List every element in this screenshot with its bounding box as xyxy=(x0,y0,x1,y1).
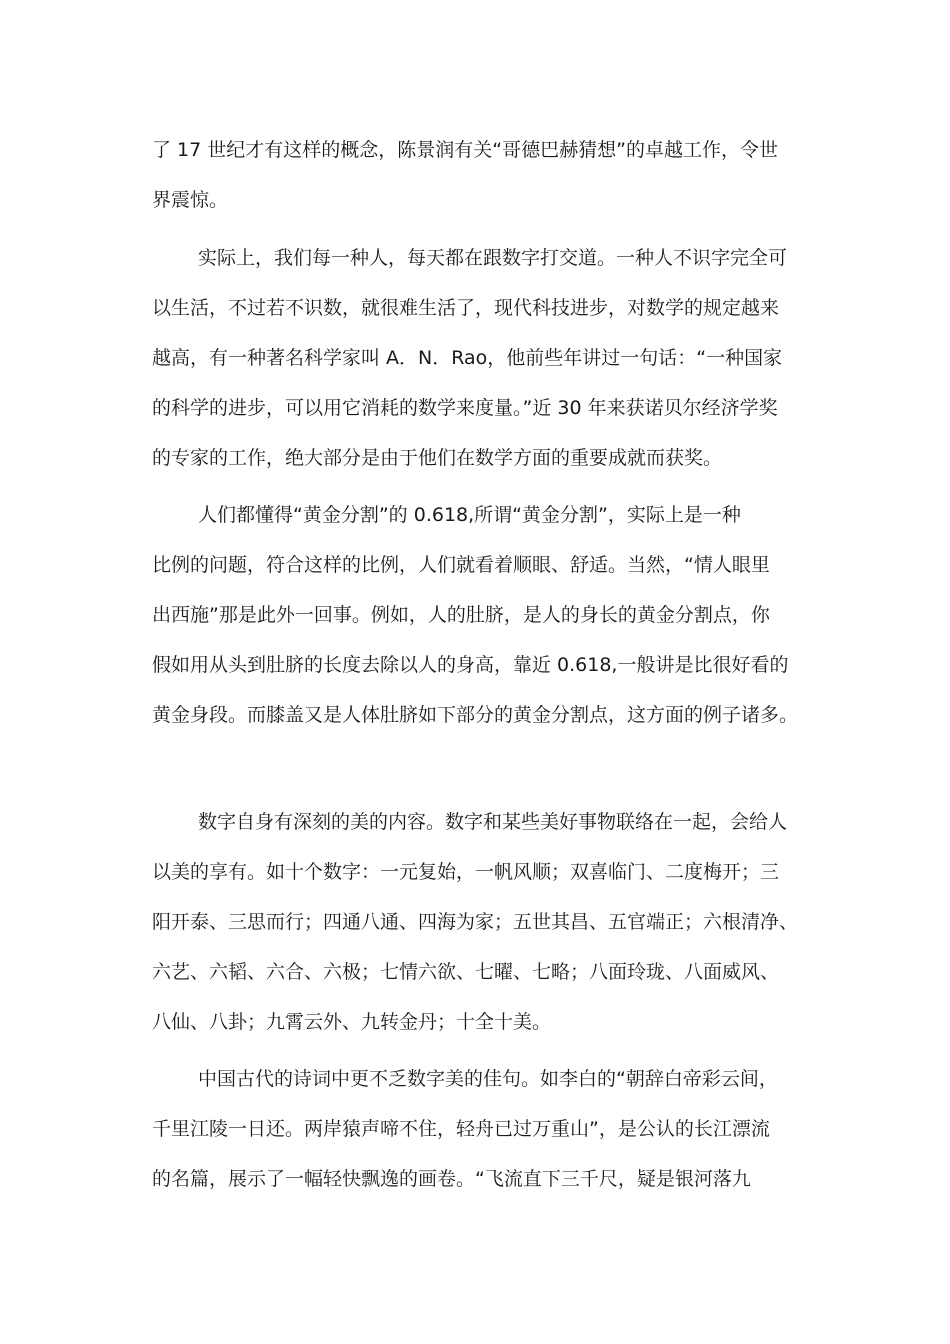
paragraph-4-line-1: 数字自身有深刻的美的内容。数字和某些美好事物联络在一起，会给人 xyxy=(198,811,788,833)
paragraph-4-line-2: 以美的享有。如十个数字：一元复始，一帆风顺；双喜临门、二度梅开；三 xyxy=(152,861,780,883)
paragraph-5-line-2: 千里江陵一日还。两岸猿声啼不住，轻舟已过万重山”，是公认的长江漂流 xyxy=(152,1118,770,1140)
paragraph-3-line-2: 比例的问题，符合这样的比例，人们就看着顺眼、舒适。当然，“情人眼里 xyxy=(152,554,770,576)
paragraph-4-line-5: 八仙、八卦；九霄云外、九转金丹；十全十美。 xyxy=(152,1011,552,1033)
paragraph-2-line-1: 实际上，我们每一种人，每天都在跟数字打交道。一种人不识字完全可 xyxy=(198,247,788,269)
paragraph-2-line-5: 的专家的工作，绝大部分是由于他们在数学方面的重要成就而获奖。 xyxy=(152,447,723,469)
paragraph-1-line-2: 界震惊。 xyxy=(152,189,229,211)
paragraph-4-line-3: 阳开泰、三思而行；四通八通、四海为家；五世其昌、五官端正；六根清净、 xyxy=(152,911,799,933)
paragraph-2-line-2: 以生活，不过若不识数，就很难生活了，现代科技进步，对数学的规定越来 xyxy=(152,297,780,319)
paragraph-3-line-1: 人们都懂得“黄金分割”的 0.618,所谓“黄金分割”，实际上是一种 xyxy=(198,504,741,526)
paragraph-3-line-4: 假如用从头到肚脐的长度去除以人的身高，靠近 0.618,一般讲是比很好看的 xyxy=(152,654,789,676)
paragraph-5-line-3: 的名篇，展示了一幅轻快飘逸的画卷。“飞流直下三千尺，疑是银河落九 xyxy=(152,1168,751,1190)
paragraph-5-line-1: 中国古代的诗词中更不乏数字美的佳句。如李白的“朝辞白帝彩云间， xyxy=(198,1068,778,1090)
paragraph-3-line-3: 出西施”那是此外一回事。例如，人的肚脐，是人的身长的黄金分割点，你 xyxy=(152,604,770,626)
paragraph-1-line-1: 了 17 世纪才有这样的概念，陈景润有关“哥德巴赫猜想”的卓越工作，令世 xyxy=(152,139,778,161)
paragraph-2-line-4: 的科学的进步，可以用它消耗的数学来度量。”近 30 年来获诺贝尔经济学奖 xyxy=(152,397,778,419)
paragraph-3-line-5: 黄金身段。而膝盖又是人体肚脐如下部分的黄金分割点，这方面的例子诸多。 xyxy=(152,704,799,726)
paragraph-4-line-4: 六艺、六韬、六合、六极；七情六欲、七曜、七略；八面玲珑、八面威风、 xyxy=(152,961,780,983)
paragraph-2-line-3: 越高，有一种著名科学家叫 A．N．Rao，他前些年讲过一句话：“一种国家 xyxy=(152,347,783,369)
